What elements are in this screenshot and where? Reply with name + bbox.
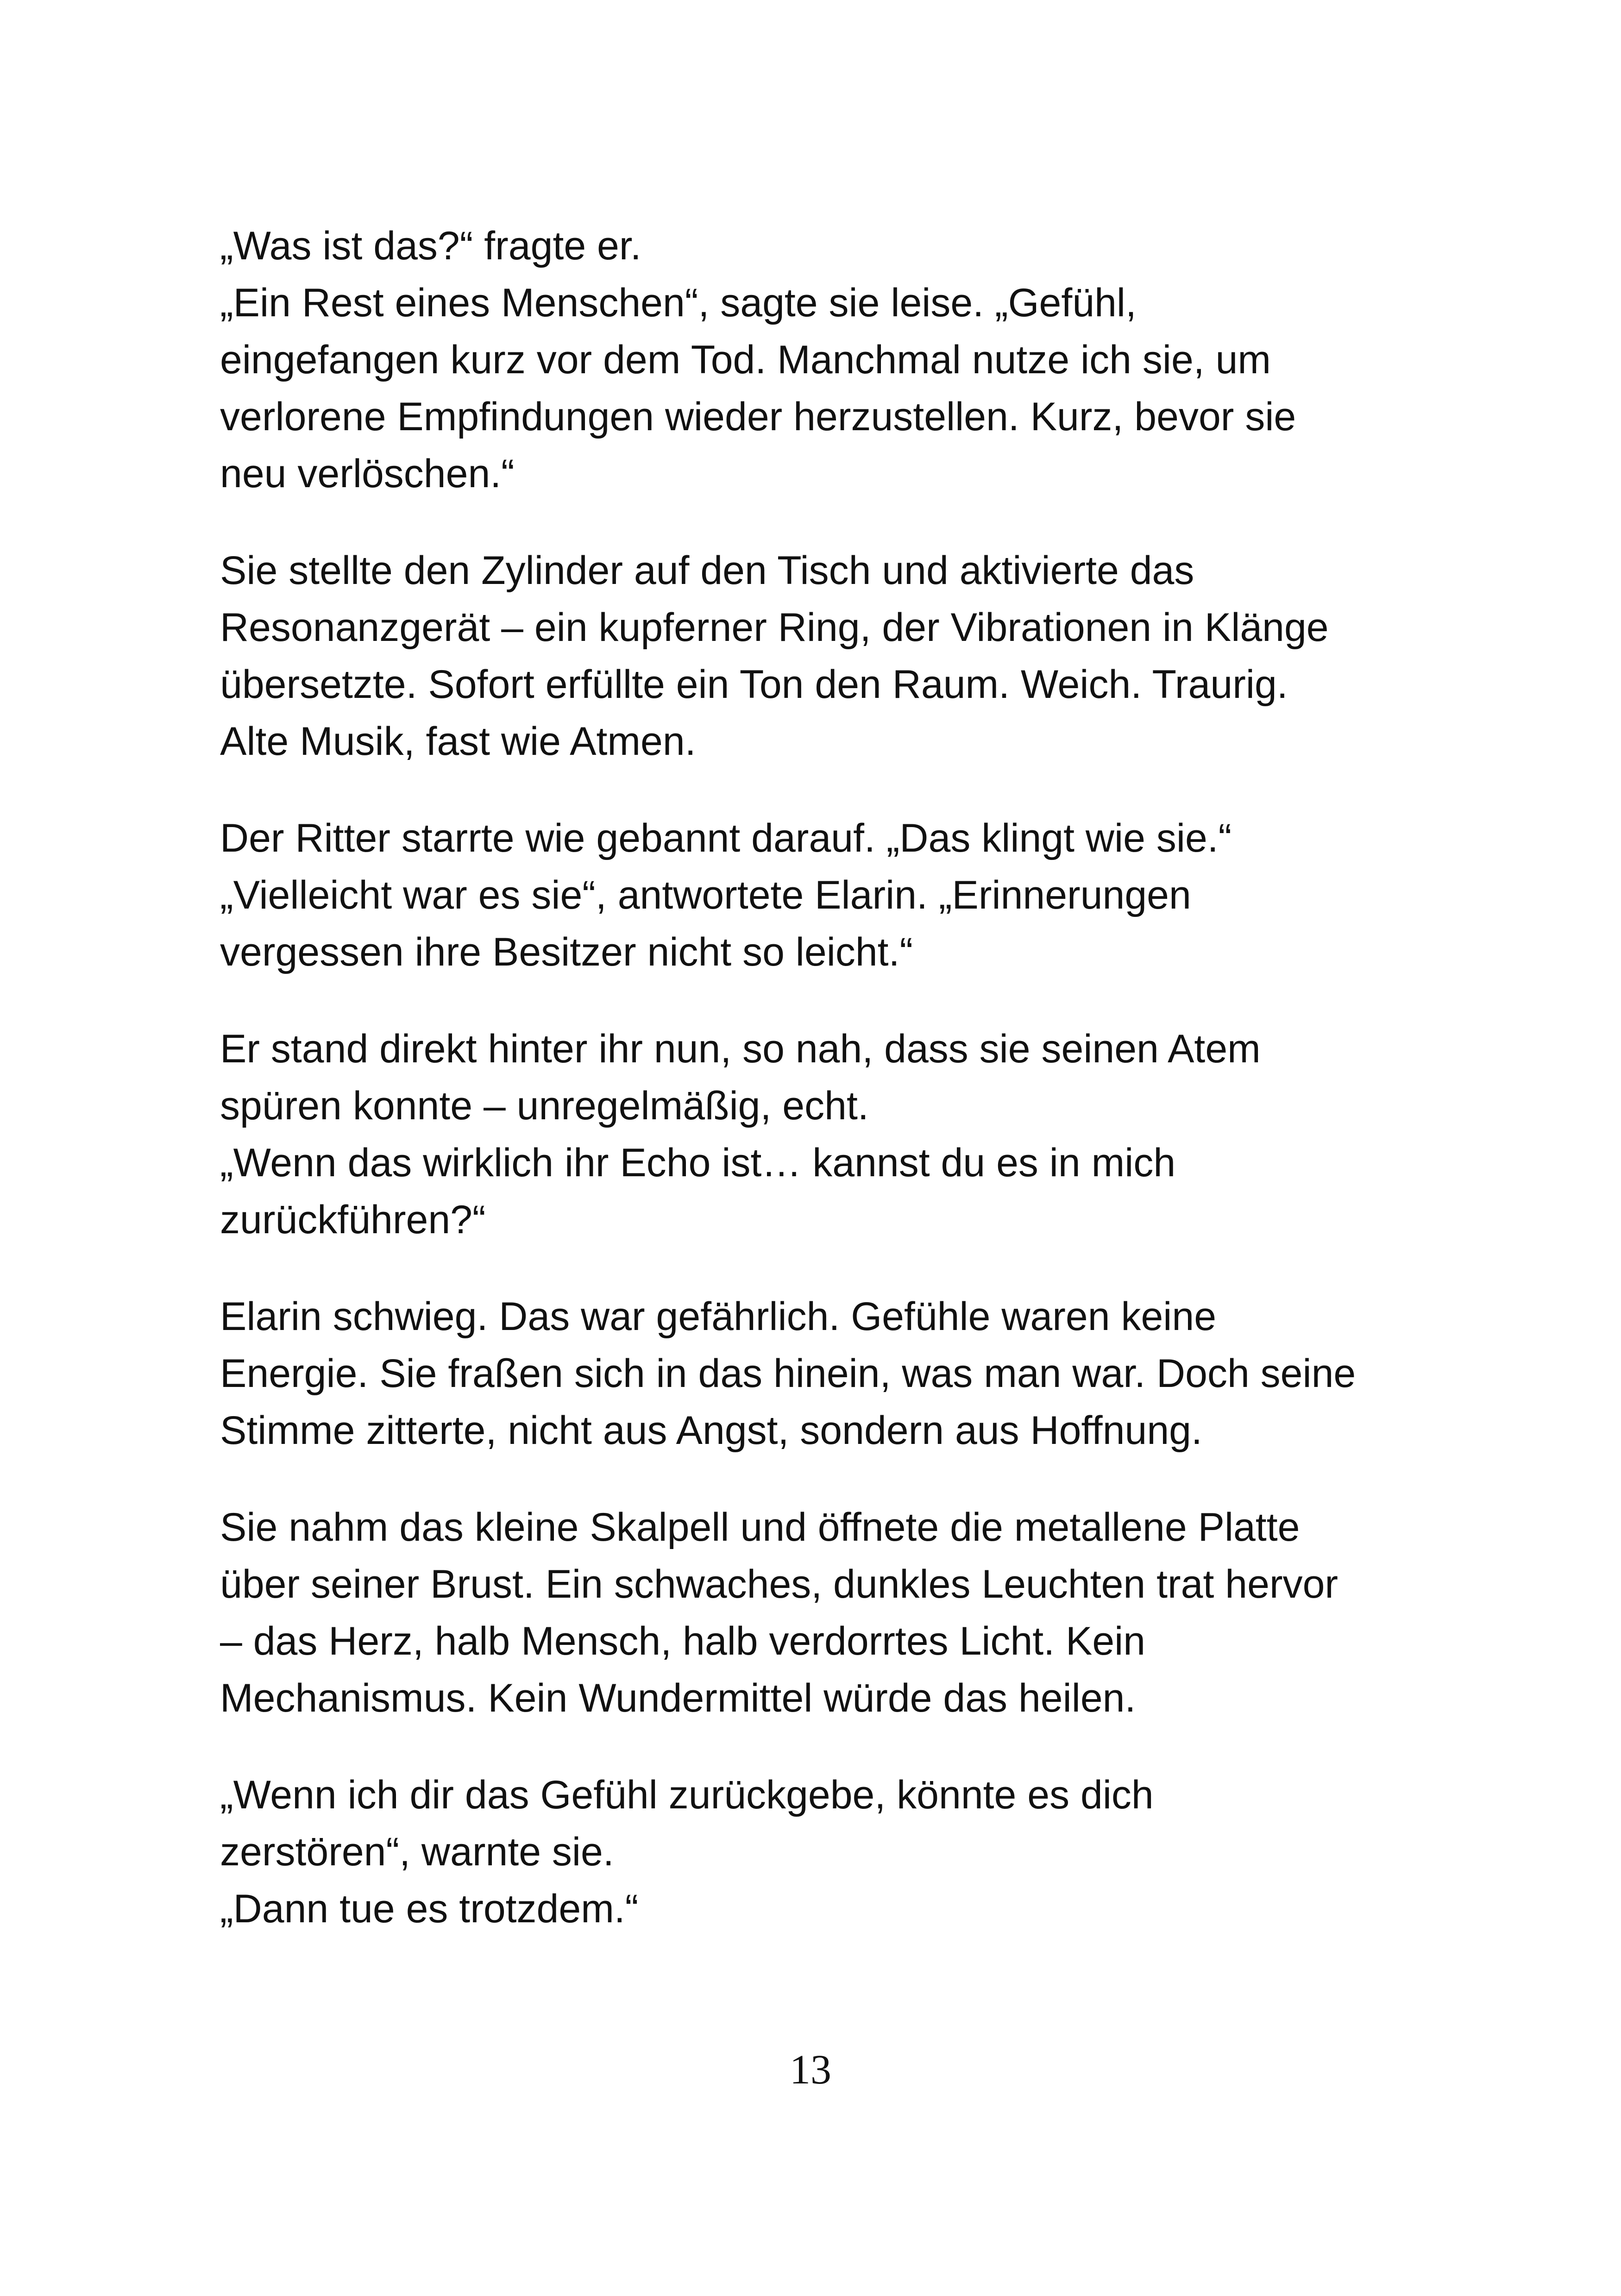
text-line: verlorene Empfindungen wieder herzustellen. Kurz, bevor sie — [220, 395, 1296, 439]
page-number: 13 — [790, 2047, 831, 2093]
paragraph-3 — [220, 810, 1424, 981]
text-line: Energie. Sie fraßen sich in das hinein, was man war. Doch seine — [220, 1351, 1356, 1396]
text-line: Elarin schwieg. Das war gefährlich. Gefühle waren keine — [220, 1294, 1217, 1339]
paragraph-1 — [220, 218, 1424, 502]
text-line: „Dann tue es trotzdem.“ — [220, 1887, 639, 1931]
text-line: Er stand direkt hinter ihr nun, so nah, dass sie seinen Atem — [220, 1027, 1261, 1071]
text-line: Sie stellte den Zylinder auf den Tisch und aktivierte das — [220, 548, 1194, 593]
text-line: Alte Musik, fast wie Atmen. — [220, 719, 696, 764]
text-line: übersetzte. Sofort erfüllte ein Ton den Raum. Weich. Traurig. — [220, 662, 1288, 707]
paragraph-7 — [220, 1767, 1424, 1938]
text-line: – das Herz, halb Mensch, halb verdorrtes Licht. Kein — [220, 1619, 1146, 1663]
text-line: „Was ist das?“ fragte er. — [220, 224, 641, 268]
text-line: Stimme zitterte, nicht aus Angst, sondern aus Hoffnung. — [220, 1408, 1202, 1453]
paragraph-5 — [220, 1288, 1424, 1459]
text-line: neu verlöschen.“ — [220, 452, 515, 496]
text-line: Mechanismus. Kein Wundermittel würde das heilen. — [220, 1676, 1136, 1720]
text-line: Sie nahm das kleine Skalpell und öffnete die metallene Platte — [220, 1505, 1300, 1549]
text-line: „Vielleicht war es sie“, antwortete Elarin. „Erinnerungen — [220, 873, 1191, 917]
text-line: vergessen ihre Besitzer nicht so leicht.“ — [220, 930, 913, 974]
text-line: über seiner Brust. Ein schwaches, dunkles Leuchten trat hervor — [220, 1562, 1338, 1606]
paragraph-6 — [220, 1499, 1424, 1727]
text-line: „Ein Rest eines Menschen“, sagte sie leise. „Gefühl, — [220, 281, 1137, 325]
text-line: zerstören“, warnte sie. — [220, 1830, 614, 1874]
text-line: Resonanzgerät – ein kupferner Ring, der Vibrationen in Klänge — [220, 605, 1329, 650]
text-line: zurückführen?“ — [220, 1198, 486, 1242]
body-text — [220, 218, 1424, 1938]
paragraph-2 — [220, 542, 1424, 770]
text-line: „Wenn das wirklich ihr Echo ist… kannst du es in mich — [220, 1141, 1176, 1185]
text-line: Der Ritter starrte wie gebannt darauf. „Das klingt wie sie.“ — [220, 816, 1232, 860]
text-line: „Wenn ich dir das Gefühl zurückgebe, könnte es dich — [220, 1773, 1154, 1817]
text-line: eingefangen kurz vor dem Tod. Manchmal nutze ich sie, um — [220, 338, 1271, 382]
text-line: spüren konnte – unregelmäßig, echt. — [220, 1084, 869, 1128]
paragraph-4 — [220, 1021, 1424, 1248]
